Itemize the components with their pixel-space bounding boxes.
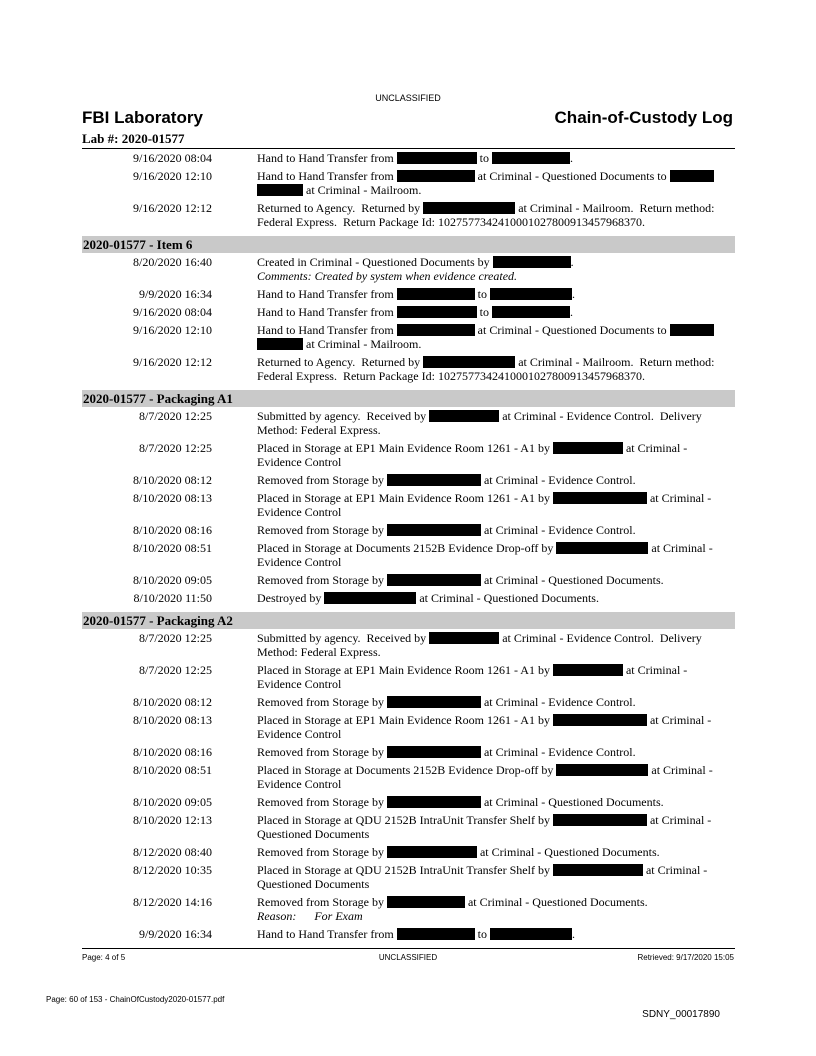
description-text: Comments: Created by system when evidence created. bbox=[257, 269, 518, 283]
description-text: at Criminal - bbox=[646, 713, 712, 727]
entry-description bbox=[257, 323, 727, 351]
description-text: Questioned Documents bbox=[257, 877, 370, 891]
description-line bbox=[257, 323, 727, 337]
log-entry bbox=[82, 286, 735, 304]
entry-description bbox=[257, 255, 727, 283]
entry-description bbox=[257, 355, 727, 383]
description-text: Questioned Documents bbox=[257, 827, 370, 841]
log-entry bbox=[82, 862, 735, 894]
entry-description bbox=[257, 409, 727, 437]
description-text: Evidence Control bbox=[257, 455, 342, 469]
description-text: at Criminal - Evidence Control. bbox=[480, 473, 636, 487]
entry-description bbox=[257, 491, 727, 519]
entry-date: 9/16/2020 12:12 bbox=[132, 355, 212, 369]
entry-date: 9/16/2020 12:12 bbox=[132, 201, 212, 215]
description-text: Placed in Storage at Documents 2152B Evidence Drop-off by bbox=[257, 763, 557, 777]
entry-date: 8/10/2020 08:13 bbox=[132, 713, 212, 727]
description-text: Removed from Storage by bbox=[257, 573, 387, 587]
description-text: at Criminal - bbox=[646, 491, 712, 505]
log-entry bbox=[82, 540, 735, 572]
redaction-box bbox=[387, 696, 481, 708]
description-line bbox=[257, 201, 727, 215]
description-text: at Criminal - bbox=[622, 441, 688, 455]
log-entry bbox=[82, 408, 735, 440]
log-entry bbox=[82, 572, 735, 590]
description-text: at Criminal - Questioned Documents to bbox=[474, 169, 670, 183]
entry-date: 8/7/2020 12:25 bbox=[138, 663, 212, 677]
log-entry bbox=[82, 926, 735, 944]
description-line bbox=[257, 369, 727, 383]
description-text: Method: Federal Express. bbox=[257, 423, 381, 437]
redaction-box bbox=[387, 896, 465, 908]
description-text: Method: Federal Express. bbox=[257, 645, 381, 659]
description-text: at Criminal - Questioned Documents. bbox=[480, 573, 664, 587]
redaction-box bbox=[387, 796, 481, 808]
log-entry bbox=[82, 630, 735, 662]
log-entry bbox=[82, 304, 735, 322]
entry-description bbox=[257, 631, 727, 659]
description-line bbox=[257, 305, 727, 319]
description-line bbox=[257, 645, 727, 659]
log-entry bbox=[82, 200, 735, 232]
entry-date: 8/10/2020 08:16 bbox=[132, 745, 212, 759]
entry-date: 8/10/2020 09:05 bbox=[132, 573, 212, 587]
description-text: Evidence Control bbox=[257, 555, 342, 569]
redaction-box bbox=[397, 288, 475, 300]
log-entry bbox=[82, 254, 735, 286]
description-text: Returned to Agency. Returned by bbox=[257, 201, 424, 215]
description-line bbox=[257, 555, 727, 569]
description-text: Hand to Hand Transfer from bbox=[257, 323, 397, 337]
redaction-box bbox=[387, 846, 477, 858]
entry-description bbox=[257, 151, 727, 165]
log-title: Chain-of-Custody Log bbox=[554, 108, 733, 127]
description-line bbox=[257, 409, 727, 423]
description-line bbox=[257, 827, 727, 841]
redaction-box bbox=[397, 152, 477, 164]
description-line bbox=[257, 441, 727, 455]
log-entry bbox=[82, 844, 735, 862]
description-line bbox=[257, 895, 727, 909]
description-text: Placed in Storage at EP1 Main Evidence Room 1261 - A1 by bbox=[257, 663, 553, 677]
description-text: Removed from Storage by bbox=[257, 895, 387, 909]
log-entry bbox=[82, 590, 735, 608]
entry-date: 8/10/2020 11:50 bbox=[133, 591, 212, 605]
redaction-box bbox=[492, 306, 570, 318]
description-text: at Criminal - bbox=[646, 813, 712, 827]
entry-date: 8/12/2020 14:16 bbox=[132, 895, 212, 909]
description-text: Hand to Hand Transfer from bbox=[257, 287, 397, 301]
description-text: at Criminal - Evidence Control. Delivery bbox=[499, 409, 702, 423]
description-text: at Criminal - bbox=[642, 863, 708, 877]
redaction-box bbox=[490, 928, 572, 940]
description-line bbox=[257, 541, 727, 555]
entry-description bbox=[257, 763, 727, 791]
entry-description bbox=[257, 541, 727, 569]
description-line bbox=[257, 151, 727, 165]
entry-description bbox=[257, 813, 727, 841]
description-text: at Criminal - Mailroom. Return method: bbox=[515, 355, 715, 369]
description-text: Removed from Storage by bbox=[257, 523, 387, 537]
description-line bbox=[257, 763, 727, 777]
redaction-box bbox=[553, 714, 647, 726]
description-line bbox=[257, 863, 727, 877]
entry-date: 8/10/2020 09:05 bbox=[132, 795, 212, 809]
redaction-box bbox=[397, 306, 477, 318]
entry-description bbox=[257, 845, 727, 859]
description-text: at Criminal - Questioned Documents. bbox=[480, 795, 664, 809]
log-entry bbox=[82, 794, 735, 812]
redaction-box bbox=[493, 256, 571, 268]
section-header: 2020-01577 - Item 6 bbox=[82, 236, 735, 253]
description-text: Hand to Hand Transfer from bbox=[257, 169, 397, 183]
description-line bbox=[257, 255, 727, 269]
description-text: to bbox=[474, 287, 490, 301]
log-entry bbox=[82, 694, 735, 712]
page-number: Page: 4 of 5 bbox=[82, 953, 126, 962]
redaction-box bbox=[553, 442, 623, 454]
redaction-box bbox=[553, 492, 647, 504]
description-text: at Criminal - bbox=[648, 763, 713, 777]
description-text: at Criminal - Questioned Documents. bbox=[416, 591, 599, 605]
description-line bbox=[257, 505, 727, 519]
entry-description bbox=[257, 201, 727, 229]
description-line bbox=[257, 727, 727, 741]
description-text: at Criminal - Evidence Control. Delivery bbox=[499, 631, 702, 645]
description-text: at Criminal - Mailroom. bbox=[303, 337, 422, 351]
entry-date: 8/7/2020 12:25 bbox=[138, 631, 212, 645]
description-text: Returned to Agency. Returned by bbox=[257, 355, 424, 369]
log-entry bbox=[82, 490, 735, 522]
description-line bbox=[257, 183, 727, 197]
entry-date: 8/10/2020 12:13 bbox=[132, 813, 212, 827]
description-line bbox=[257, 355, 727, 369]
redaction-box bbox=[490, 288, 572, 300]
section-header: 2020-01577 - Packaging A1 bbox=[82, 390, 735, 407]
entry-date: 8/10/2020 08:51 bbox=[132, 541, 212, 555]
redaction-box bbox=[324, 592, 416, 604]
entry-date: 9/16/2020 08:04 bbox=[132, 151, 212, 165]
entry-description bbox=[257, 523, 727, 537]
entry-description bbox=[257, 863, 727, 891]
log-entry bbox=[82, 440, 735, 472]
description-text: Evidence Control bbox=[257, 727, 342, 741]
retrieved-timestamp: Retrieved: 9/17/2020 15:05 bbox=[637, 953, 734, 962]
description-line bbox=[257, 813, 727, 827]
entry-description bbox=[257, 695, 727, 709]
description-line bbox=[257, 745, 727, 759]
description-text: Evidence Control bbox=[257, 505, 342, 519]
redaction-box bbox=[397, 324, 475, 336]
description-line bbox=[257, 573, 727, 587]
entry-description bbox=[257, 473, 727, 487]
description-line bbox=[257, 423, 727, 437]
entry-description bbox=[257, 795, 727, 809]
description-line bbox=[257, 169, 727, 183]
description-line bbox=[257, 591, 727, 605]
entry-date: 8/10/2020 08:12 bbox=[132, 695, 212, 709]
entry-description bbox=[257, 169, 727, 197]
description-line bbox=[257, 795, 727, 809]
log-entry bbox=[82, 712, 735, 744]
description-text: Federal Express. Return Package Id: 1027577342410001027800913457968370. bbox=[257, 215, 645, 229]
entry-date: 9/9/2020 16:34 bbox=[138, 927, 212, 941]
description-text: at Criminal - Questioned Documents. bbox=[476, 845, 660, 859]
bates-number: SDNY_00017890 bbox=[642, 1009, 720, 1020]
description-text: Hand to Hand Transfer from bbox=[257, 151, 397, 165]
description-line bbox=[257, 677, 727, 691]
description-text: Placed in Storage at EP1 Main Evidence Room 1261 - A1 by bbox=[257, 713, 553, 727]
description-text: Removed from Storage by bbox=[257, 795, 387, 809]
description-text: at Criminal - bbox=[648, 541, 713, 555]
log-entry bbox=[82, 354, 735, 386]
redaction-box bbox=[429, 632, 499, 644]
entry-date: 9/9/2020 16:34 bbox=[138, 287, 212, 301]
redaction-box bbox=[556, 542, 648, 554]
description-text: at Criminal - Mailroom. bbox=[303, 183, 422, 197]
description-text: Placed in Storage at QDU 2152B IntraUnit Transfer Shelf by bbox=[257, 863, 553, 877]
entry-description bbox=[257, 713, 727, 741]
entry-date: 8/10/2020 08:16 bbox=[132, 523, 212, 537]
description-text: Submitted by agency. Received by bbox=[257, 631, 430, 645]
entry-date: 8/10/2020 08:13 bbox=[132, 491, 212, 505]
description-text: Created in Criminal - Questioned Documents by bbox=[257, 255, 493, 269]
description-text: . bbox=[572, 927, 575, 941]
entry-date: 8/12/2020 08:40 bbox=[132, 845, 212, 859]
redaction-box bbox=[397, 170, 475, 182]
description-line bbox=[257, 455, 727, 469]
description-line bbox=[257, 663, 727, 677]
description-text: at Criminal - Evidence Control. bbox=[480, 745, 636, 759]
description-text: Removed from Storage by bbox=[257, 745, 387, 759]
section-header: 2020-01577 - Packaging A2 bbox=[82, 612, 735, 629]
redaction-box bbox=[423, 356, 515, 368]
log-entry bbox=[82, 812, 735, 844]
entry-date: 9/16/2020 12:10 bbox=[132, 323, 212, 337]
pdf-page-indicator: Page: 60 of 153 - ChainOfCustody2020-01577.pdf bbox=[46, 995, 225, 1004]
redaction-box bbox=[257, 184, 303, 196]
description-line bbox=[257, 631, 727, 645]
redaction-box bbox=[423, 202, 515, 214]
lab-number: Lab #: 2020-01577 bbox=[82, 131, 185, 146]
entry-description bbox=[257, 591, 727, 605]
log-entry bbox=[82, 322, 735, 354]
description-text: Reason: For Exam bbox=[257, 909, 363, 923]
entry-date: 8/10/2020 08:12 bbox=[132, 473, 212, 487]
entry-date: 8/7/2020 12:25 bbox=[138, 409, 212, 423]
redaction-box bbox=[670, 170, 714, 182]
redaction-box bbox=[492, 152, 570, 164]
description-text: to bbox=[476, 305, 492, 319]
description-line bbox=[257, 287, 727, 301]
description-text: Placed in Storage at EP1 Main Evidence Room 1261 - A1 by bbox=[257, 441, 553, 455]
log-entry bbox=[82, 472, 735, 490]
description-line bbox=[257, 777, 727, 791]
description-line bbox=[257, 877, 727, 891]
description-text: at Criminal - Questioned Documents to bbox=[474, 323, 670, 337]
description-text: at Criminal - bbox=[622, 663, 688, 677]
description-line bbox=[257, 523, 727, 537]
description-text: at Criminal - Questioned Documents. bbox=[464, 895, 648, 909]
description-line bbox=[257, 491, 727, 505]
redaction-box bbox=[429, 410, 499, 422]
redaction-box bbox=[556, 764, 648, 776]
entry-date: 8/20/2020 16:40 bbox=[132, 255, 212, 269]
description-text: Hand to Hand Transfer from bbox=[257, 927, 397, 941]
footer-divider bbox=[82, 948, 735, 949]
description-line bbox=[257, 269, 727, 283]
entry-date: 8/10/2020 08:51 bbox=[132, 763, 212, 777]
description-text: Placed in Storage at QDU 2152B IntraUnit Transfer Shelf by bbox=[257, 813, 553, 827]
description-text: Submitted by agency. Received by bbox=[257, 409, 430, 423]
redaction-box bbox=[387, 524, 481, 536]
entry-description bbox=[257, 287, 727, 301]
header-divider bbox=[82, 148, 735, 149]
entry-description bbox=[257, 441, 727, 469]
lab-title: FBI Laboratory bbox=[82, 108, 203, 127]
description-text: Evidence Control bbox=[257, 777, 342, 791]
redaction-box bbox=[387, 746, 481, 758]
log-entry bbox=[82, 762, 735, 794]
log-entry bbox=[82, 744, 735, 762]
description-text: Evidence Control bbox=[257, 677, 342, 691]
entry-description bbox=[257, 895, 727, 923]
description-line bbox=[257, 695, 727, 709]
description-text: . bbox=[570, 305, 573, 319]
entry-description bbox=[257, 305, 727, 319]
description-text: Removed from Storage by bbox=[257, 845, 387, 859]
description-text: Placed in Storage at Documents 2152B Evidence Drop-off by bbox=[257, 541, 557, 555]
log-entry bbox=[82, 662, 735, 694]
description-text: . bbox=[570, 151, 573, 165]
entry-description bbox=[257, 745, 727, 759]
entry-date: 8/12/2020 10:35 bbox=[132, 863, 212, 877]
description-line bbox=[257, 215, 727, 229]
description-text: Hand to Hand Transfer from bbox=[257, 305, 397, 319]
description-line bbox=[257, 909, 727, 923]
redaction-box bbox=[553, 864, 643, 876]
description-line bbox=[257, 713, 727, 727]
log-entry bbox=[82, 894, 735, 926]
redaction-box bbox=[553, 664, 623, 676]
description-line bbox=[257, 473, 727, 487]
classification-footer: UNCLASSIFIED bbox=[378, 953, 438, 962]
entry-description bbox=[257, 573, 727, 587]
redaction-box bbox=[553, 814, 647, 826]
description-text: at Criminal - Mailroom. Return method: bbox=[515, 201, 715, 215]
description-line bbox=[257, 845, 727, 859]
entry-description bbox=[257, 927, 727, 941]
description-line bbox=[257, 337, 727, 351]
entry-date: 9/16/2020 12:10 bbox=[132, 169, 212, 183]
description-text: . bbox=[570, 255, 574, 269]
description-line bbox=[257, 927, 727, 941]
description-text: at Criminal - Evidence Control. bbox=[480, 695, 636, 709]
custody-log-body bbox=[82, 150, 735, 944]
description-text: at Criminal - Evidence Control. bbox=[480, 523, 636, 537]
redaction-box bbox=[397, 928, 475, 940]
entry-date: 8/7/2020 12:25 bbox=[138, 441, 212, 455]
entry-date: 9/16/2020 08:04 bbox=[132, 305, 212, 319]
description-text: . bbox=[572, 287, 575, 301]
log-entry bbox=[82, 150, 735, 168]
redaction-box bbox=[670, 324, 714, 336]
description-text: to bbox=[474, 927, 490, 941]
entry-description bbox=[257, 663, 727, 691]
description-text: Placed in Storage at EP1 Main Evidence Room 1261 - A1 by bbox=[257, 491, 553, 505]
description-text: to bbox=[476, 151, 492, 165]
description-text: Removed from Storage by bbox=[257, 695, 387, 709]
redaction-box bbox=[387, 474, 481, 486]
description-text: Federal Express. Return Package Id: 1027577342410001027800913457968370. bbox=[257, 369, 645, 383]
redaction-box bbox=[387, 574, 481, 586]
log-entry bbox=[82, 168, 735, 200]
description-text: Destroyed by bbox=[257, 591, 325, 605]
description-text: Removed from Storage by bbox=[257, 473, 387, 487]
log-entry bbox=[82, 522, 735, 540]
classification-header: UNCLASSIFIED bbox=[375, 93, 441, 103]
redaction-box bbox=[257, 338, 303, 350]
